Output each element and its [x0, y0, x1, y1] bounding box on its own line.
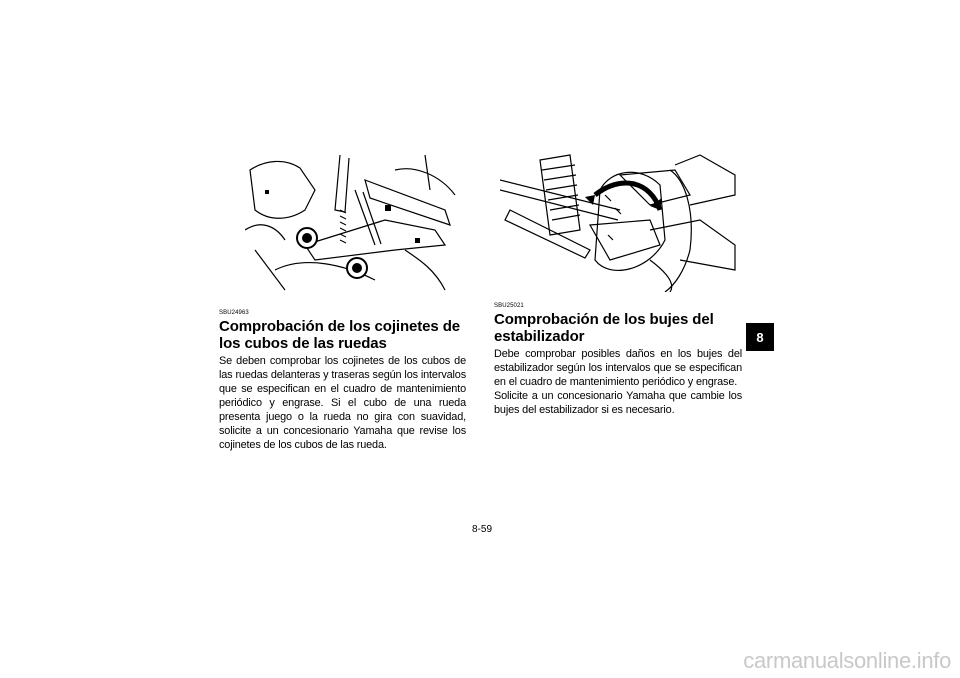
stabilizer-section — [494, 302, 742, 417]
chapter-tab: 8 — [746, 323, 774, 351]
hub-bearing-section — [219, 309, 466, 452]
stabilizer-drawing — [500, 150, 740, 292]
section-body: Debe comprobar posibles daños en los bujes del estabilizador según los intervalos que se especifican en el cuadro de mantenimiento periódico y engrase. Solicite a un concesionario Yamaha que cambie los bujes del estabilizador si es necesario. — [494, 348, 742, 416]
hub-bearing-illustration — [245, 150, 463, 292]
page-number: 8-59 — [471, 524, 492, 535]
section-title: Comprobación de los bujes del estabilizador — [494, 311, 714, 345]
section-code: SBU24963 — [219, 310, 249, 316]
stabilizer-bushing-illustration — [500, 150, 740, 292]
section-code: SBU25021 — [494, 303, 524, 309]
section-title: Comprobación de los cojinetes de los cubos de las ruedas — [219, 318, 461, 352]
watermark: carmanualsonline.info — [743, 648, 951, 673]
hub-bearing-drawing — [245, 150, 463, 292]
section-body: Se deben comprobar los cojinetes de los cubos de las ruedas delanteras y traseras según los intervalos que se especifican en el cuadro de mantenimiento periódico y engrase. Si el cubo de una rueda presenta juego o la rueda no gira con suavidad, solicite a un concesionario Yamaha que revise los cojinetes de los cubos de las rueda. — [219, 355, 466, 451]
